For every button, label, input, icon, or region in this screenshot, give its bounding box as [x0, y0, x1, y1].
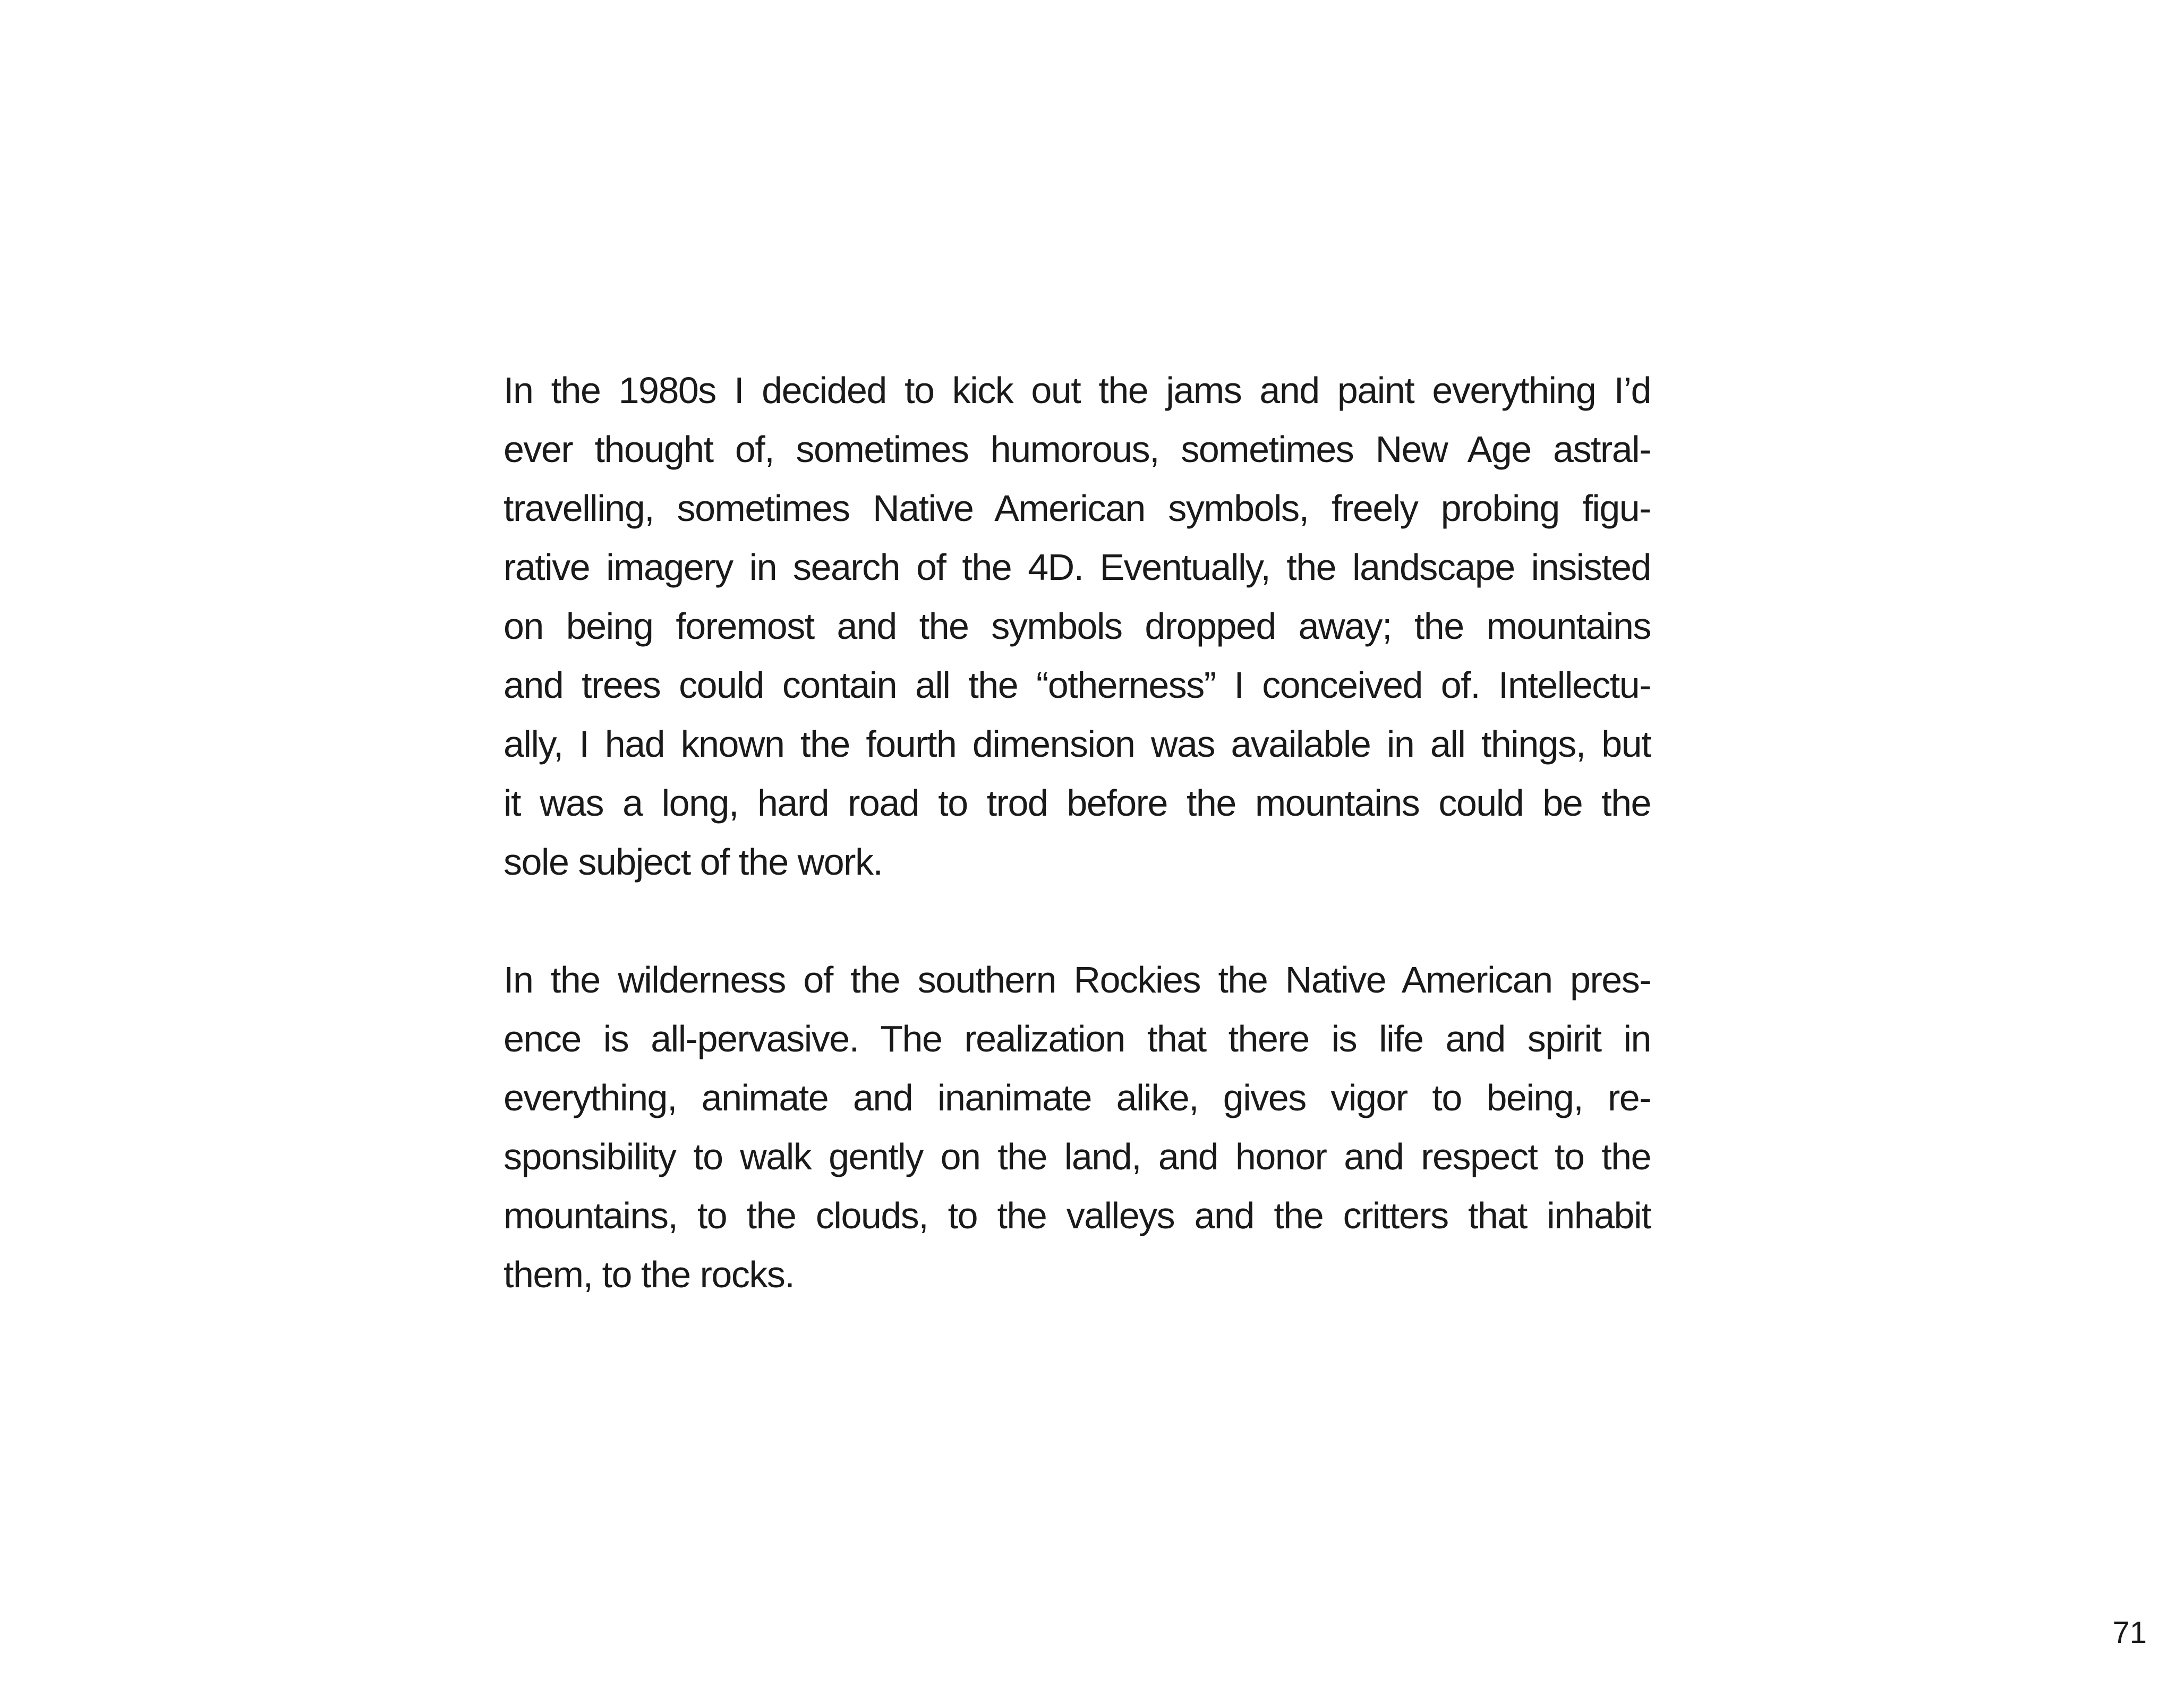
text-line: In the 1980s I decided to kick out the jams and paint everything I’d: [504, 370, 1651, 411]
paragraph-2: [504, 951, 1651, 1304]
text-line: mountains, to the clouds, to the valleys and the critters that inhabit: [504, 1195, 1651, 1236]
body-text: [504, 361, 1651, 1304]
text-line: and trees could contain all the “otherness” I conceived of. Intellectu-: [504, 664, 1651, 706]
paragraph-1: [504, 361, 1651, 892]
text-line: ever thought of, sometimes humorous, sometimes New Age astral-: [504, 429, 1651, 470]
text-line: ence is all-pervasive. The realization that there is life and spirit in: [504, 1018, 1651, 1059]
text-line: it was a long, hard road to trod before the mountains could be the: [504, 782, 1651, 824]
text-line: ally, I had known the fourth dimension was available in all things, but: [504, 723, 1651, 765]
text-line: travelling, sometimes Native American symbols, freely probing figu-: [504, 488, 1651, 529]
text-line: sole subject of the work.: [504, 841, 883, 883]
text-line: rative imagery in search of the 4D. Eventually, the landscape insisted: [504, 546, 1651, 588]
text-line: everything, animate and inanimate alike, gives vigor to being, re-: [504, 1077, 1651, 1118]
text-line: In the wilderness of the southern Rockies the Native American pres-: [504, 959, 1651, 1001]
page-number: 71: [2112, 1615, 2147, 1650]
text-line: sponsibility to walk gently on the land, and honor and respect to the: [504, 1136, 1651, 1177]
text-line: them, to the rocks.: [504, 1254, 795, 1295]
text-line: on being foremost and the symbols dropped away; the mountains: [504, 605, 1651, 647]
